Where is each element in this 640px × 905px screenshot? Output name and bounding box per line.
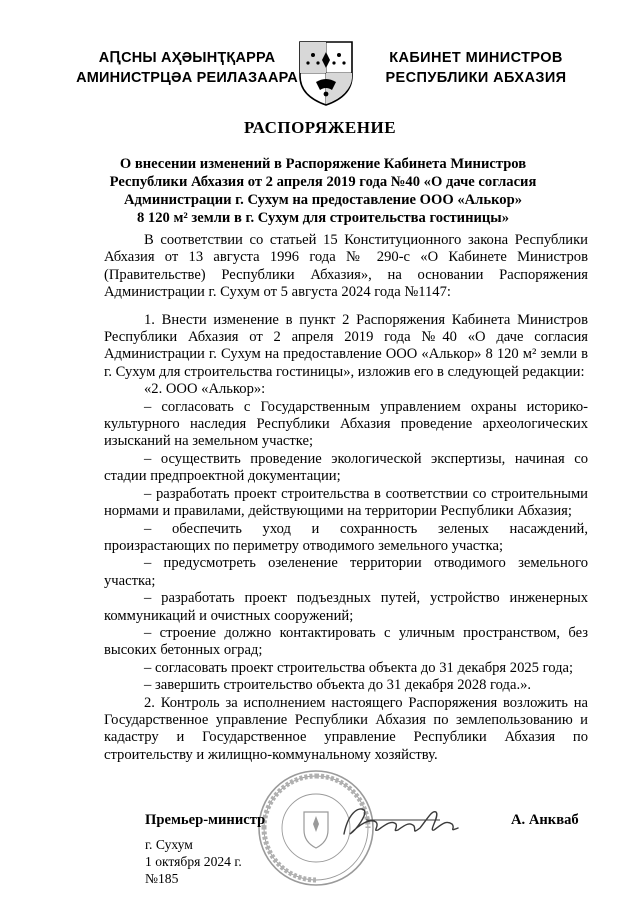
clause-6: – разработать проект подъездных путей, устройство инженерных коммуникаций и очистных сооружений; (104, 590, 588, 624)
handwritten-signature (336, 800, 466, 844)
header-left-abkhaz (72, 48, 302, 88)
document-number: №185 (145, 871, 179, 886)
clause-8: – согласовать проект строительства объекта до 31 декабря 2025 года; (144, 659, 574, 676)
header-left-line1: АԤСНЫ АҲӘЫНҬҚАРРА (98, 50, 276, 66)
clause-9: – завершить строительство объекта до 31 декабря 2028 года.». (144, 677, 532, 694)
header-right-russian (376, 48, 576, 88)
clause-4: – обеспечить уход и сохранность зеленых насаждений, произрастающих по периметру отводимого земельного участка; (104, 520, 588, 554)
signer-title: Премьер-министр (145, 812, 266, 828)
clause-2: – осуществить проведение экологической экспертизы, начиная со стадии предпроектной документации; (104, 450, 588, 485)
subject-line-1: О внесении изменений в Распоряжение Кабинета Министров (119, 156, 527, 172)
coat-of-arms-icon (296, 38, 356, 108)
document-type-title: РАСПОРЯЖЕНИЕ (243, 118, 397, 137)
header-right-line2: РЕСПУБЛИКИ АБХАЗИЯ (385, 70, 567, 86)
header-left-line2: АМИНИСТРЦӘА РЕИЛАЗААРА (76, 70, 298, 86)
signer-name: А. Анкваб (511, 812, 579, 828)
item-1-paragraph: 1. Внести изменение в пункт 2 Распоряжения Кабинета Министров Республики Абхазия от 2 апреля 2019 года №40 «О даче согласия Администрации г. Сухум на предоставление ООО «Алькор» 8 120 м² земли в г. Сухум для строительства гостиницы», изложив его в следующей редакции: (104, 311, 588, 380)
document-subject (108, 155, 538, 227)
clause-1: – согласовать с Государственным управлением охраны историко-культурного наследия Республики Абхазия проведение археологических изысканий на земельном участке; (104, 398, 588, 450)
quote-heading: «2. ООО «Алькор»: (144, 381, 266, 398)
document-body (104, 232, 588, 764)
clause-3: – разработать проект строительства в соответствии со строительными нормами и правилами, действующими на территории Республики Абхазия; (104, 485, 588, 520)
subject-line-2: Республики Абхазия от 2 апреля 2019 года №40 «О даче согласия (109, 174, 537, 190)
clause-7: – строение должно контактировать с уличным пространством, без высоких бетонных оград; (104, 624, 588, 659)
issue-details (145, 836, 242, 887)
issue-place: г. Сухум (145, 837, 193, 852)
issue-date: 1 октября 2024 г. (145, 854, 242, 869)
subject-line-4: 8 120 м² земли в г. Сухум для строительства гостиницы» (136, 210, 509, 226)
subject-line-3: Администрации г. Сухум на предоставление ООО «Алькор» (123, 192, 522, 208)
preamble-paragraph: В соответствии со статьей 15 Конституционного закона Республики Абхазия от 13 августа 1996 года № 290-с «О Кабинете Министров (Правительстве) Республики Абхазия», на основании Распоряжения Администрации г. Сухум от 5 августа 2024 года №1147: (104, 232, 588, 301)
header-right-line1: КАБИНЕТ МИНИСТРОВ (389, 50, 563, 66)
item-2-paragraph: 2. Контроль за исполнением настоящего Распоряжения возложить на Государственное управление Республики Абхазия по землепользованию и кадастру и Государственное управление Республики Абхазия по строительству и жилищно-коммунальному хозяйству. (104, 694, 588, 763)
clause-5: – предусмотреть озеленение территории отводимого земельного участка; (104, 555, 588, 589)
